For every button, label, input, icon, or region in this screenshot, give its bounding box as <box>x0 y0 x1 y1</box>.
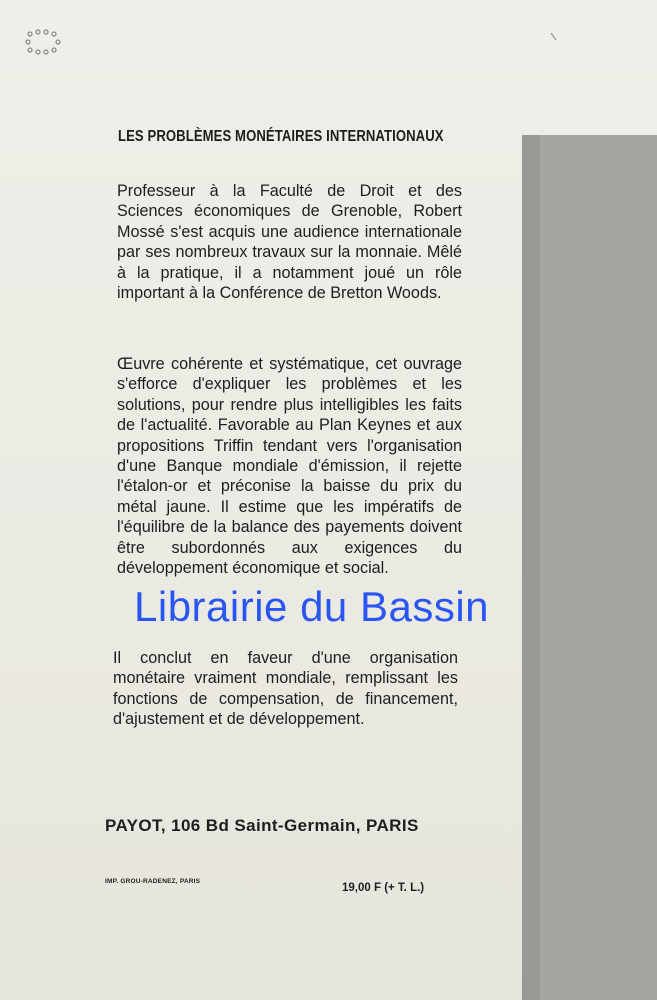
seller-watermark: Librairie du Bassin <box>134 583 490 630</box>
publisher-address: PAYOT, 106 Bd Saint-Germain, PARIS <box>105 816 419 835</box>
corner-tick-mark <box>550 32 558 42</box>
book-title: LES PROBLÈMES MONÉTAIRES INTERNATIONAUX <box>118 128 444 145</box>
conclusion-paragraph <box>113 648 458 730</box>
grey-side-panel <box>522 135 657 1000</box>
author-paragraph <box>117 181 462 303</box>
work-description-paragraph <box>117 354 462 578</box>
printer-credit: IMP. GROU-RADENEZ, PARIS <box>105 878 201 885</box>
punched-dots-mark <box>24 28 64 56</box>
paragraph-text: Il conclut en faveur d'une organisation monétaire vraiment mondiale, remplissant les fonctions de compensation, de financement, d'ajustement et de développement. <box>113 649 458 729</box>
price-label: 19,00 F (+ T. L.) <box>342 882 425 894</box>
paragraph-text: Œuvre cohérente et systématique, cet ouvrage s'efforce d'expliquer les problèmes et les solutions, pour rendre plus intelligibles les faits de l'actualité. Favorable au Plan Keynes et aux propositions Triffin tendant vers l'organisation d'une Banque mondiale d'émission, il rejette l'étalon-or et préconise la baisse du prix du métal jaune. Il estime que les impératifs de l'équilibre de la balance des payements doivent être subordonnés aux exigences du développement économique et social. <box>117 355 462 578</box>
paragraph-text: Professeur à la Faculté de Droit et des Sciences économiques de Grenoble, Robert Mossé s'est acquis une audience internationale par ses nombreux travaux sur la monnaie. Mêlé à la pratique, il a notamment joué un rôle important à la Conférence de Bretton Woods. <box>117 182 462 303</box>
